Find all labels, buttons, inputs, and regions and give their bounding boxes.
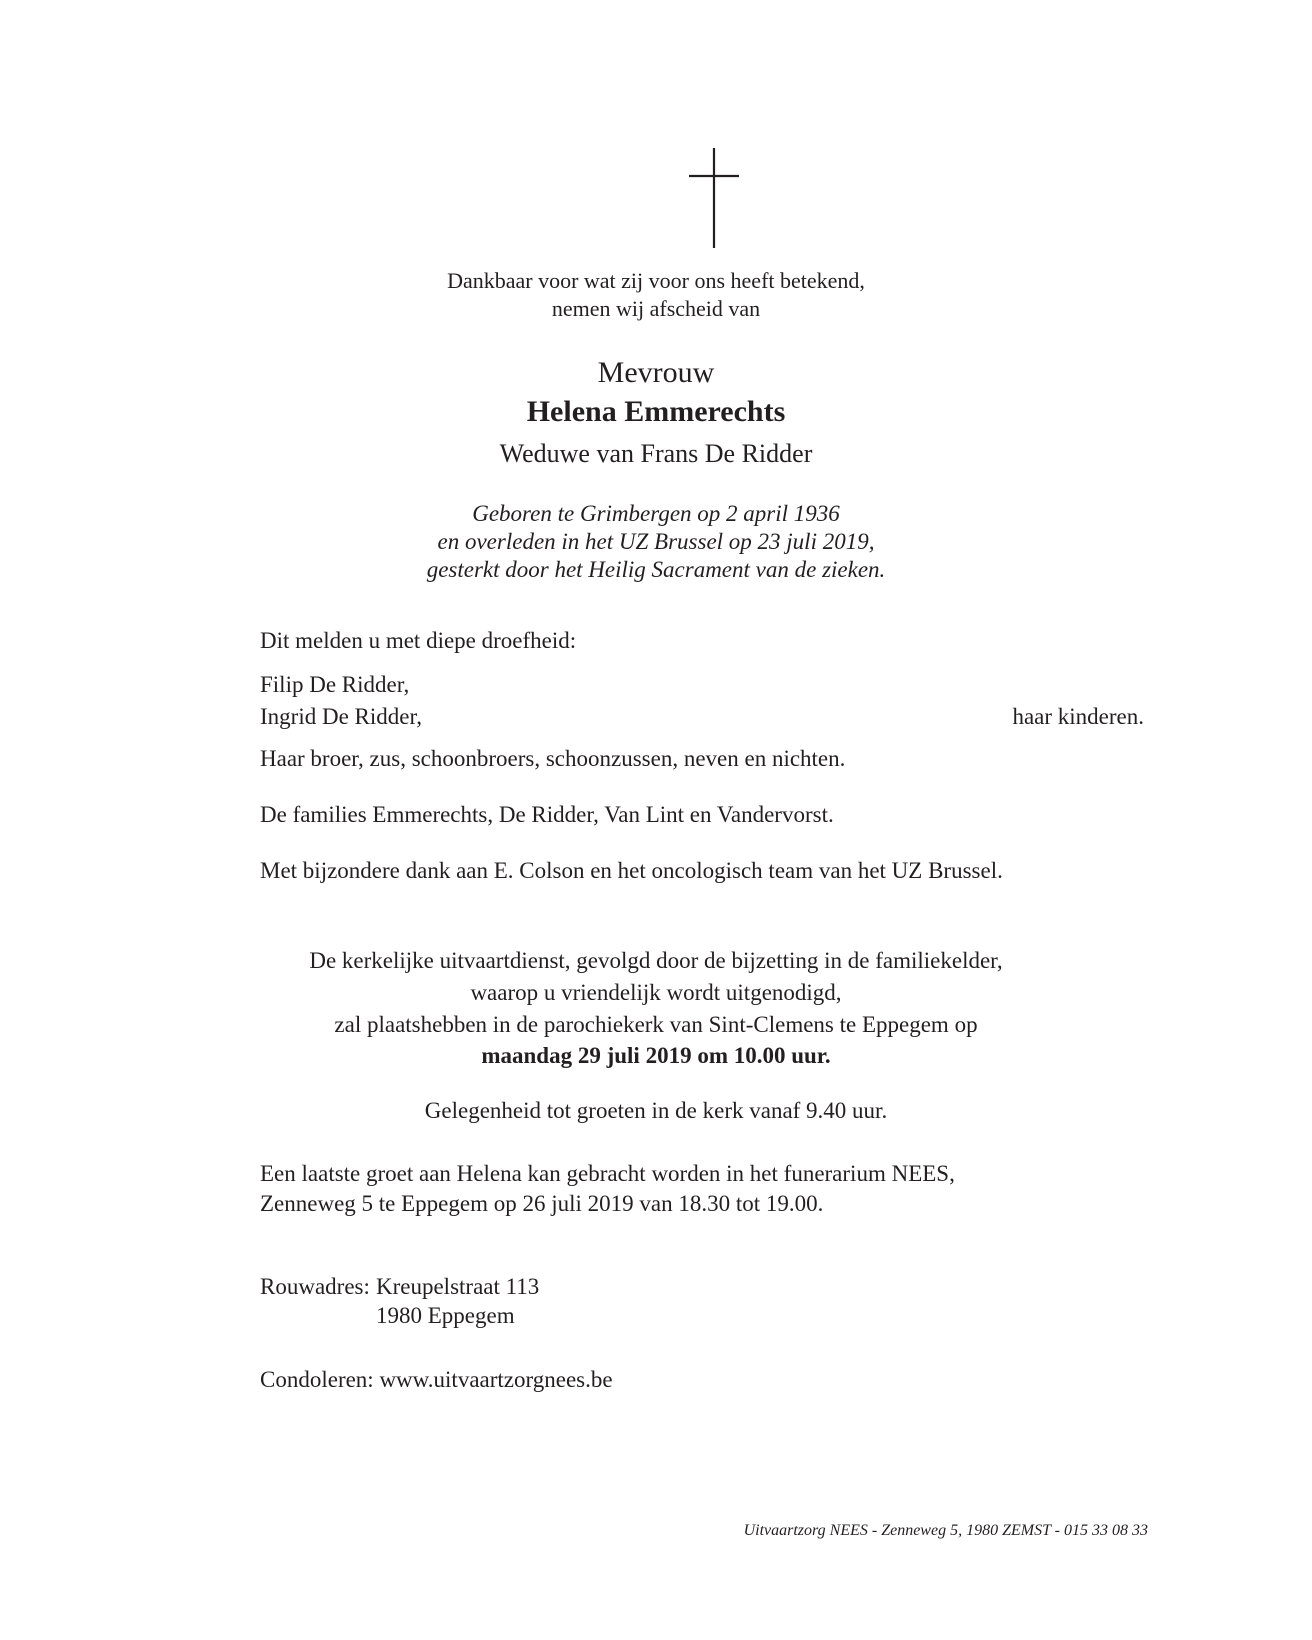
intro-line-2: nemen wij afscheid van [551,296,761,321]
mourning-address-label: Rouwadres: [260,1274,370,1299]
farewell-line-1: Een laatste groet aan Helena kan gebracht worden in het funerarium NEES, [260,1161,955,1186]
intro-line-1: Dankbaar voor wat zij voor ons heeft betekend, [447,268,865,293]
mourning-address-city: 1980 Eppegem [376,1303,515,1328]
footer: Uitvaartzorg NEES - Zenneweg 5, 1980 ZEMST - 015 33 08 33 [743,1522,1148,1539]
service-line-2: waarop u vriendelijk wordt uitgenodigd, [470,980,842,1005]
relatives: Haar broer, zus, schoonbroers, schoonzussen, neven en nichten. [260,746,846,771]
service-datetime: maandag 29 juli 2019 om 10.00 uur. [481,1043,831,1068]
thanks: Met bijzondere dank aan E. Colson en het oncologisch team van het UZ Brussel. [260,858,1003,883]
child-1: Filip De Ridder, [260,672,410,697]
greeting: Gelegenheid tot groeten in de kerk vanaf 9.40 uur. [424,1098,888,1123]
deceased-title: Mevrouw [597,356,715,389]
life-line-3: gesterkt door het Heilig Sacrament van de zieken. [426,557,886,582]
children-role: haar kinderen. [1012,704,1144,729]
announce: Dit melden u met diepe droefheid: [260,628,577,653]
child-2: Ingrid De Ridder, [260,704,422,729]
widow-of: Weduwe van Frans De Ridder [499,439,813,468]
deceased-name: Helena Emmerechts [526,395,786,428]
mourning-address-street: Kreupelstraat 113 [376,1274,540,1299]
life-line-1: Geboren te Grimbergen op 2 april 1936 [472,501,840,526]
service-line-3: zal plaatshebben in de parochiekerk van Sint-Clemens te Eppegem op [334,1012,978,1037]
cross-icon [0,0,1312,260]
service-line-1: De kerkelijke uitvaartdienst, gevolgd door de bijzetting in de familiekelder, [309,948,1003,973]
life-line-2: en overleden in het UZ Brussel op 23 juli 2019, [437,529,875,554]
families: De families Emmerechts, De Ridder, Van Lint en Vandervorst. [260,802,834,827]
condolences: Condoleren: www.uitvaartzorgnees.be [260,1367,613,1392]
farewell-line-2: Zenneweg 5 te Eppegem op 26 juli 2019 van 18.30 tot 19.00. [260,1191,824,1216]
